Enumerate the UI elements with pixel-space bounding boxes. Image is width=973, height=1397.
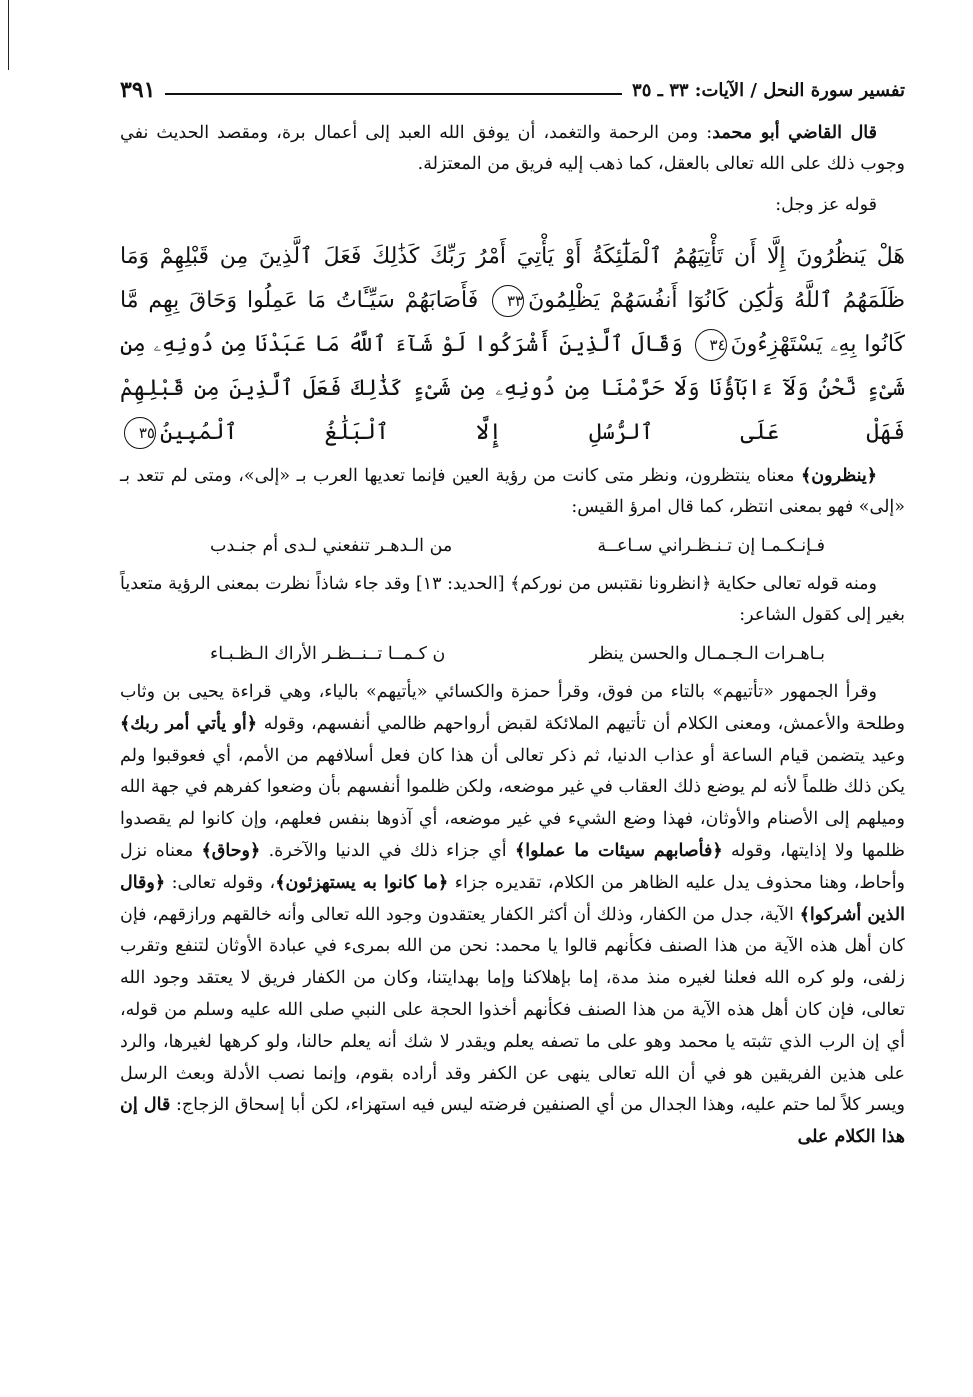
commentary-term: قال إن هذا الكلام على [120, 1095, 905, 1148]
commentary-term: ﴿وحاق﴾ [201, 840, 261, 861]
commentary-text: وقرأ الجمهور «تأتيهم» بالتاء من فوق، وقرأ حمزة والكسائي «يأتيهم» بالياء، وهي قراءة يحيى بن وثاب وطلحة والأعمش، ومعنى الكلام أن تأتيهم الملائكة لقبض أرواحهم ظالمي أنفسهم، وقوله [120, 682, 905, 734]
lead-line: قوله عز وجل: [775, 195, 877, 215]
commentary-body [120, 677, 905, 1154]
commentary-term: ﴿ما كانوا به يستهزئون﴾ [275, 872, 449, 893]
quran-passage [120, 235, 905, 455]
quran-ayah-35: وَقَالَ ٱلَّذِينَ أَشْرَكُوا لَوْ شَآءَ ٱللَّهُ مَا عَبَدْنَا مِن دُونِهِۦ مِن شَىْءٍ نَّحْنُ وَلَآ ءَابَآؤُنَا وَلَا حَرَّمْنَا مِن دُونِهِۦ مِن شَىْءٍ كَذَٰلِكَ فَعَلَ ٱلَّذِينَ مِن قَبْلِهِمْ فَهَلْ عَلَى ٱلرُّسُلِ إِلَّا ٱلْبَلَٰغُ ٱلْمُبِينُ [120, 332, 905, 445]
commentary-text: معناه نزل وأحاط، وهنا محذوف يدل عليه الظاهر من الكلام، تقديره جزاء [120, 840, 906, 893]
verse-2-second-hemistich: ن كـمــا تــنــظـر الأراك الـظـبـاء [210, 644, 446, 664]
ayah-number-35: ٣٥ [124, 417, 156, 449]
commentary-text: وعيد يتضمن قيام الساعة أو عذاب الدنيا، ثم ذكر تعالى أن هذا كان فعل أسلافهم من الأمم، أي فعوقبوا ولم يكن ذلك ظلماً لأنه لم يوضع ذلك العقاب في غير موضعه، ولكن ظلموا أنفسهم بأن وضعوا كفرهم في جهة الله وميلهم إلى الأصنام والأوثان، فهذا وضع الشيء في غير موضعه، أي آذوها بنفس فعلهم، وإن كانوا لم يقصدوا ظلمها ولا إذايتها، وقوله [120, 745, 905, 861]
running-header [120, 70, 905, 110]
quran-ayah-34: فَأَصَابَهُمْ سَيِّـَٔاتُ مَا عَمِلُوا وَحَاقَ بِهِم مَّا كَانُوا بِهِۦ يَسْتَهْزِءُونَ [120, 288, 905, 357]
paragraph-yanzurun [120, 461, 905, 523]
verse-1-second-hemistich: من الـدهـر تنفعني لـدى أم جنـدب [210, 536, 453, 556]
page-number: ٣٩١ [120, 77, 156, 103]
intro-text: : ومن الرحمة والتغمد، أن يوفق الله العبد إلى أعمال برة، ومقصد الحديث نفي وجوب ذلك على الله تعالى بالعقل، كما ذهب إليه فريق من المعتزلة. [120, 123, 905, 174]
header-rule [165, 93, 622, 95]
commentary-paragraph [120, 677, 905, 1154]
commentary-term: ﴿وقال الذين أشركوا﴾ [120, 872, 905, 925]
quran-ayah-33: هَلْ يَنظُرُونَ إِلَّا أَن تَأْتِيَهُمُ ٱلْمَلَٰٓئِكَةُ أَوْ يَأْتِيَ أَمْرُ رَبِّكَ كَذَٰلِكَ فَعَلَ ٱلَّذِينَ مِن قَبْلِهِمْ وَمَا ظَلَمَهُمُ ٱللَّهُ وَلَٰكِن كَانُوٓا أَنفُسَهُمْ يَظْلِمُونَ [120, 244, 905, 313]
commentary-text: أي جزاء ذلك في الدنيا والآخرة. [260, 840, 515, 861]
paragraph-hadid: ومنه قوله تعالى حكاية ﴿انظرونا نقتبس من نوركم﴾ [الحديد: ١٣] وقد جاء شاذاً نظرت بمعنى الرؤية متعدياً بغير إلى كقول الشاعر: [120, 574, 905, 625]
commentary-term: ﴿فأصابهم سيئات ما عملوا﴾ [515, 840, 723, 861]
poetry-verse-1 [120, 529, 905, 563]
header-title: تفسير سورة النحل / الآيات: ٣٣ ـ ٣٥ [632, 79, 905, 101]
intro-paragraph [120, 118, 905, 180]
verse-1-first-hemistich: فـإنـكـمـا إن تـنـظـراني سـاعــة [597, 536, 825, 556]
ayah-number-33: ٣٣ [492, 285, 524, 317]
commentary-term: ﴿أو يأتي أمر ربك﴾ [120, 713, 258, 734]
verse-2-first-hemistich: بـاهـرات الـجـمـال والحسن ينظر [589, 644, 825, 664]
paragraph-yanzurun-text: معناه ينتظرون، ونظر متى كانت من رؤية العين فإنما تعديها العرب بـ «إلى»، ومتى لم تتعد بـ «إلى» فهو بمعنى انتظر، كما قال امرؤ القيس: [120, 466, 905, 517]
term-yanzurun: ﴿ينظرون﴾ [801, 466, 877, 486]
margin-rule [8, 0, 9, 70]
commentary-text: ، وقوله تعالى: [165, 872, 276, 893]
commentary-text: الآية، جدل من الكفار، وذلك أن أكثر الكفار يعتقدون وجود الله تعالى وأنه خالقهم ورازقهم، فإن كان أهل هذه الآية من هذا الصنف فكأنهم قالوا يا محمد: نحن من الله بمرىء في عبادة الأوثان لتنفع وتقرب زلفى، ولو كره الله فعلنا لغيره منذ مدة، إما بإهلاكنا وإما بهدايتنا، وكان من الكفار فريق لا يعتقد وجود الله تعالى، فإن كان أهل هذه الآية من هذا الصنف فكأنهم أخذوا الحجة على النبي صلى الله عليه وسلم من قوله، أي إن الرب الذي تثبته يا محمد وهو على ما تصفه يعلم ويقدر لا شك أنه يعلم حالنا، ولو كرهها لغيرها، والرد على هذين الفريقين هو في أن الله تعالى ينهى عن الكفر وقد أراده بقوم، وإنما نصب الأدلة وبعث الرسل ويسر كلاً لما حتم عليه، وهذا الجدال من أي الصنفين فرضته ليس فيه استهزاء، لكن أبا إسحاق الزجاج: [120, 904, 906, 1116]
intro-speaker: قال القاضي أبو محمد [712, 123, 877, 143]
ayah-number-34: ٣٤ [695, 329, 727, 361]
page [120, 70, 905, 1154]
poetry-verse-2 [120, 637, 905, 671]
